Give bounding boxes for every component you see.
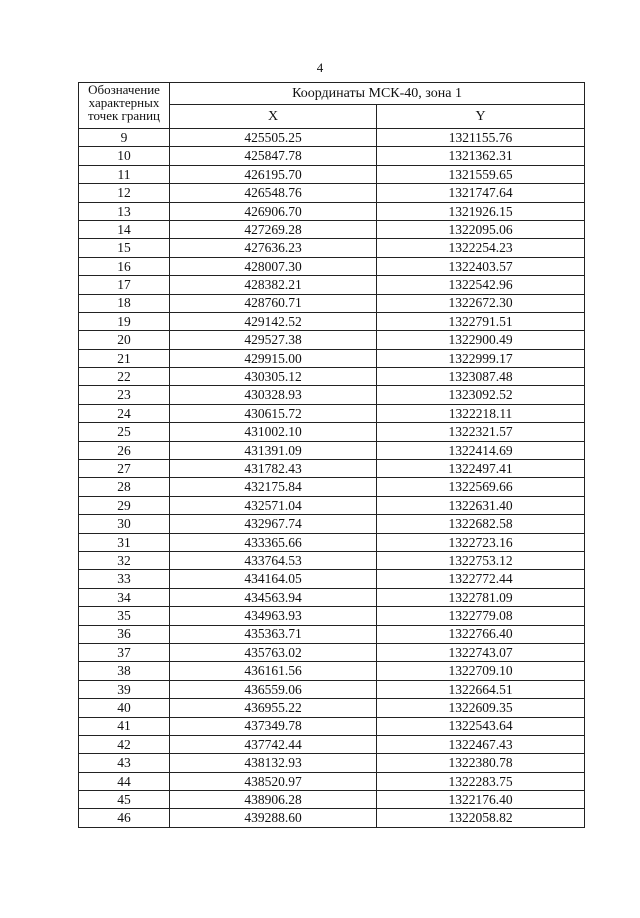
table-row [79,165,585,183]
point-number-cell: 17 [79,276,170,294]
table-row [79,202,585,220]
x-coordinate-cell: 436955.22 [170,699,377,717]
table-row [79,588,585,606]
x-coordinate-cell: 427269.28 [170,220,377,238]
y-coordinate-cell: 1322569.66 [377,478,585,496]
x-coordinate-cell: 434563.94 [170,588,377,606]
point-number-cell: 28 [79,478,170,496]
table-row [79,717,585,735]
point-number-cell: 43 [79,754,170,772]
x-coordinate-cell: 432967.74 [170,515,377,533]
table-row [79,349,585,367]
x-coordinate-cell: 425505.25 [170,129,377,147]
y-coordinate-cell: 1322723.16 [377,533,585,551]
y-coordinate-cell: 1322403.57 [377,257,585,275]
x-coordinate-cell: 432571.04 [170,496,377,514]
table-row [79,643,585,661]
x-coordinate-cell: 429527.38 [170,331,377,349]
table-row [79,276,585,294]
y-coordinate-cell: 1321362.31 [377,147,585,165]
x-coordinate-cell: 438520.97 [170,772,377,790]
x-coordinate-cell: 438906.28 [170,791,377,809]
y-coordinate-cell: 1322779.08 [377,607,585,625]
y-coordinate-cell: 1323092.52 [377,386,585,404]
point-number-cell: 20 [79,331,170,349]
table-row [79,680,585,698]
page-number: 4 [316,60,324,75]
table-row [79,735,585,753]
table-row [79,441,585,459]
y-coordinate-cell: 1322543.64 [377,717,585,735]
point-number-cell: 38 [79,662,170,680]
y-coordinate-cell: 1322095.06 [377,220,585,238]
y-coordinate-cell: 1322682.58 [377,515,585,533]
point-number-cell: 18 [79,294,170,312]
point-number-cell: 22 [79,368,170,386]
x-coordinate-cell: 433764.53 [170,551,377,569]
y-coordinate-cell: 1322672.30 [377,294,585,312]
point-number-cell: 32 [79,551,170,569]
y-coordinate-cell: 1323087.48 [377,368,585,386]
x-coordinate-cell: 436161.56 [170,662,377,680]
point-number-cell: 31 [79,533,170,551]
y-coordinate-cell: 1322218.11 [377,404,585,422]
x-coordinate-cell: 438132.93 [170,754,377,772]
y-coordinate-cell: 1322176.40 [377,791,585,809]
x-coordinate-cell: 429142.52 [170,312,377,330]
y-coordinate-cell: 1321155.76 [377,129,585,147]
y-column-header: Y [377,105,585,129]
x-coordinate-cell: 426195.70 [170,165,377,183]
x-coordinate-cell: 435763.02 [170,643,377,661]
y-coordinate-cell: 1322609.35 [377,699,585,717]
x-coordinate-cell: 430305.12 [170,368,377,386]
x-coordinate-cell: 426906.70 [170,202,377,220]
x-coordinate-cell: 430615.72 [170,404,377,422]
table-body [79,129,585,828]
table-row [79,404,585,422]
point-number-cell: 33 [79,570,170,588]
y-coordinate-cell: 1322999.17 [377,349,585,367]
table-row [79,147,585,165]
x-coordinate-cell: 439288.60 [170,809,377,827]
x-coordinate-cell: 437349.78 [170,717,377,735]
point-number-cell: 40 [79,699,170,717]
y-coordinate-cell: 1322467.43 [377,735,585,753]
point-number-cell: 14 [79,220,170,238]
table-row [79,607,585,625]
point-number-cell: 10 [79,147,170,165]
point-number-cell: 15 [79,239,170,257]
table-row [79,386,585,404]
y-coordinate-cell: 1322283.75 [377,772,585,790]
coordinates-table [78,82,585,828]
x-coordinate-cell: 435363.71 [170,625,377,643]
table-row [79,368,585,386]
table-row [79,662,585,680]
point-number-cell: 12 [79,184,170,202]
y-coordinate-cell: 1322631.40 [377,496,585,514]
point-number-cell: 26 [79,441,170,459]
x-coordinate-cell: 434963.93 [170,607,377,625]
y-coordinate-cell: 1321559.65 [377,165,585,183]
x-coordinate-cell: 431782.43 [170,460,377,478]
point-number-cell: 29 [79,496,170,514]
table-row [79,129,585,147]
point-number-cell: 42 [79,735,170,753]
table-row [79,772,585,790]
x-coordinate-cell: 428760.71 [170,294,377,312]
y-coordinate-cell: 1322664.51 [377,680,585,698]
x-coordinate-cell: 427636.23 [170,239,377,257]
x-coordinate-cell: 429915.00 [170,349,377,367]
y-coordinate-cell: 1322709.10 [377,662,585,680]
point-number-cell: 46 [79,809,170,827]
table-row [79,312,585,330]
point-number-cell: 13 [79,202,170,220]
x-coordinate-cell: 431391.09 [170,441,377,459]
y-coordinate-cell: 1321926.15 [377,202,585,220]
y-coordinate-cell: 1321747.64 [377,184,585,202]
point-number-cell: 24 [79,404,170,422]
x-coordinate-cell: 433365.66 [170,533,377,551]
table-row [79,331,585,349]
point-number-cell: 44 [79,772,170,790]
table-row [79,791,585,809]
point-number-cell: 34 [79,588,170,606]
table-row [79,699,585,717]
table-row [79,515,585,533]
x-coordinate-cell: 428007.30 [170,257,377,275]
point-number-cell: 27 [79,460,170,478]
point-number-cell: 19 [79,312,170,330]
y-coordinate-cell: 1322542.96 [377,276,585,294]
x-coordinate-cell: 432175.84 [170,478,377,496]
x-coordinate-cell: 436559.06 [170,680,377,698]
table-header-row [79,83,585,105]
coordinates-system-header: Координаты МСК-40, зона 1 [170,83,585,105]
table-row [79,625,585,643]
point-number-cell: 36 [79,625,170,643]
point-column-header: Обозначение характерных точек границ [79,83,170,129]
x-coordinate-cell: 437742.44 [170,735,377,753]
table-row [79,809,585,827]
x-coordinate-cell: 428382.21 [170,276,377,294]
point-number-cell: 11 [79,165,170,183]
point-number-cell: 37 [79,643,170,661]
table-row [79,184,585,202]
y-coordinate-cell: 1322414.69 [377,441,585,459]
point-number-cell: 45 [79,791,170,809]
x-column-header: X [170,105,377,129]
point-number-cell: 16 [79,257,170,275]
y-coordinate-cell: 1322791.51 [377,312,585,330]
y-coordinate-cell: 1322254.23 [377,239,585,257]
point-number-cell: 35 [79,607,170,625]
table-row [79,423,585,441]
table-row [79,294,585,312]
point-number-cell: 23 [79,386,170,404]
x-coordinate-cell: 426548.76 [170,184,377,202]
point-number-cell: 9 [79,129,170,147]
y-coordinate-cell: 1322743.07 [377,643,585,661]
point-number-cell: 25 [79,423,170,441]
table-row [79,257,585,275]
y-coordinate-cell: 1322900.49 [377,331,585,349]
table-row [79,239,585,257]
point-number-cell: 30 [79,515,170,533]
table-row [79,496,585,514]
table-row [79,220,585,238]
table-row [79,460,585,478]
x-coordinate-cell: 434164.05 [170,570,377,588]
table-row [79,570,585,588]
point-number-cell: 41 [79,717,170,735]
table-row [79,533,585,551]
y-coordinate-cell: 1322753.12 [377,551,585,569]
y-coordinate-cell: 1322766.40 [377,625,585,643]
y-coordinate-cell: 1322058.82 [377,809,585,827]
table-row [79,478,585,496]
y-coordinate-cell: 1322380.78 [377,754,585,772]
y-coordinate-cell: 1322772.44 [377,570,585,588]
x-coordinate-cell: 430328.93 [170,386,377,404]
y-coordinate-cell: 1322781.09 [377,588,585,606]
table-row [79,754,585,772]
y-coordinate-cell: 1322497.41 [377,460,585,478]
x-coordinate-cell: 425847.78 [170,147,377,165]
table-row [79,551,585,569]
x-coordinate-cell: 431002.10 [170,423,377,441]
y-coordinate-cell: 1322321.57 [377,423,585,441]
point-number-cell: 39 [79,680,170,698]
point-number-cell: 21 [79,349,170,367]
